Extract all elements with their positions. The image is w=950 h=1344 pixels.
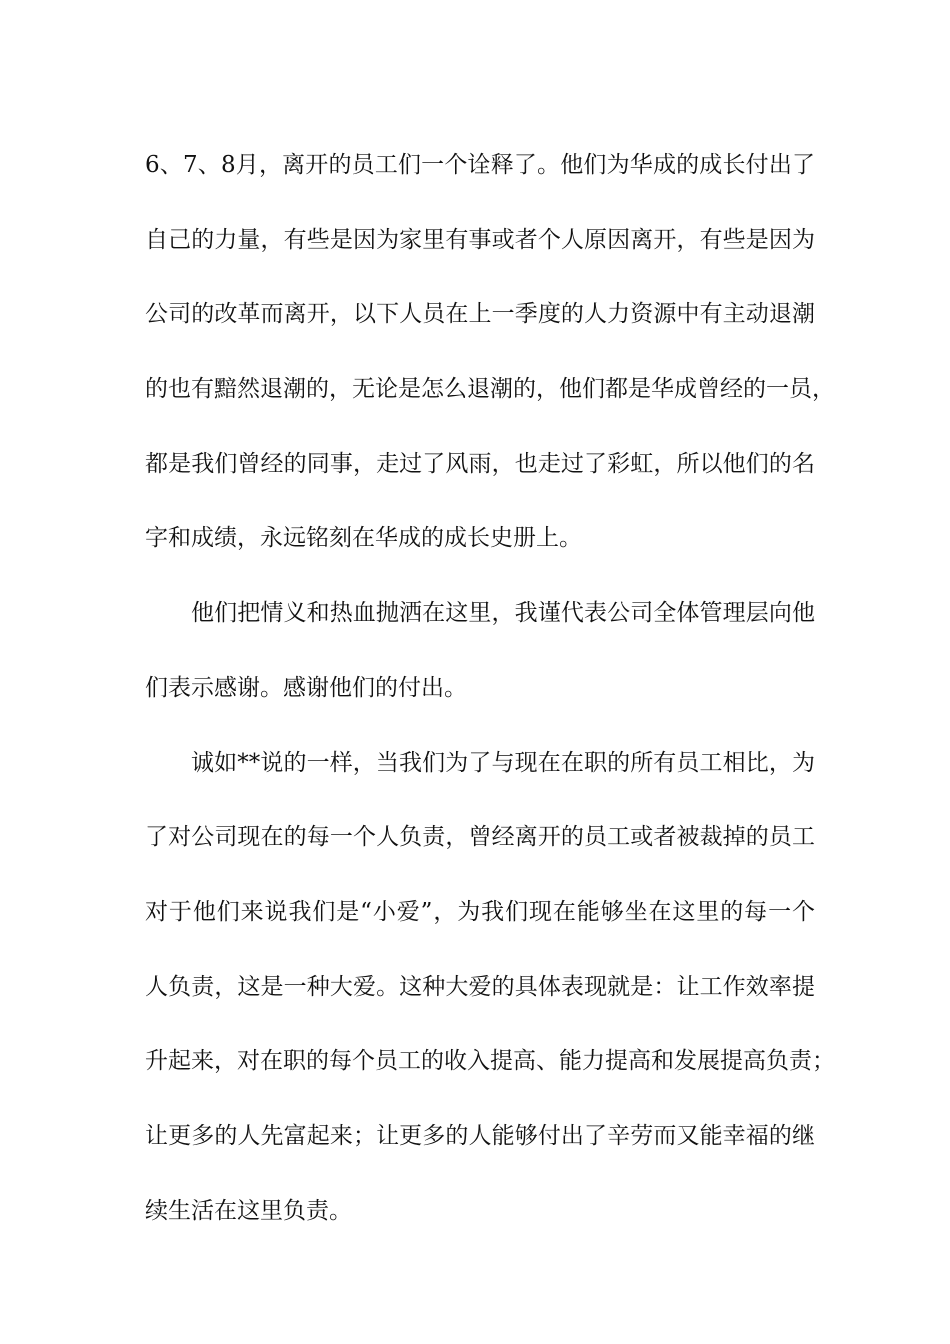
text-line: 公司的改革而离开，以下人员在上一季度的人力资源中有主动退潮 (145, 301, 815, 328)
text-line: 的也有黯然退潮的，无论是怎么退潮的，他们都是华成曾经的一员， (145, 376, 835, 403)
text-line: 都是我们曾经的同事，走过了风雨，也走过了彩虹，所以他们的名 (145, 450, 815, 477)
paragraph-1 (145, 128, 835, 576)
text-line: 字和成绩，永远铭刻在华成的成长史册上。 (145, 525, 582, 552)
text-line: 对于他们来说我们是“小爱”，为我们现在能够坐在这里的每一个 (145, 898, 815, 925)
text-line: 他们把情义和热血抛洒在这里，我谨代表公司全体管理层向他 (191, 600, 815, 627)
text-line: 诚如**说的一样，当我们为了与现在在职的所有员工相比，为 (191, 749, 815, 776)
text-line: 让更多的人先富起来；让更多的人能够付出了辛劳而又能幸福的继 (145, 1122, 815, 1149)
text-line: 升起来，对在职的每个员工的收入提高、能力提高和发展提高负责； (145, 1048, 835, 1075)
text-line: 了对公司现在的每一个人负责，曾经离开的员工或者被裁掉的员工 (145, 824, 815, 851)
text-line: 自己的力量，有些是因为家里有事或者个人原因离开，有些是因为 (145, 226, 815, 253)
text-line: 续生活在这里负责。 (145, 1197, 352, 1224)
body-text (145, 128, 835, 1248)
paragraph-2 (145, 576, 815, 725)
paragraph-3 (145, 726, 835, 1249)
text-line: 6、7、8月，离开的员工们一个诠释了。他们为华成的成长付出了 (145, 152, 815, 178)
text-line: 们表示感谢。感谢他们的付出。 (145, 674, 467, 701)
text-line: 人负责，这是一种大爱。这种大爱的具体表现就是：让工作效率提 (145, 973, 815, 1000)
